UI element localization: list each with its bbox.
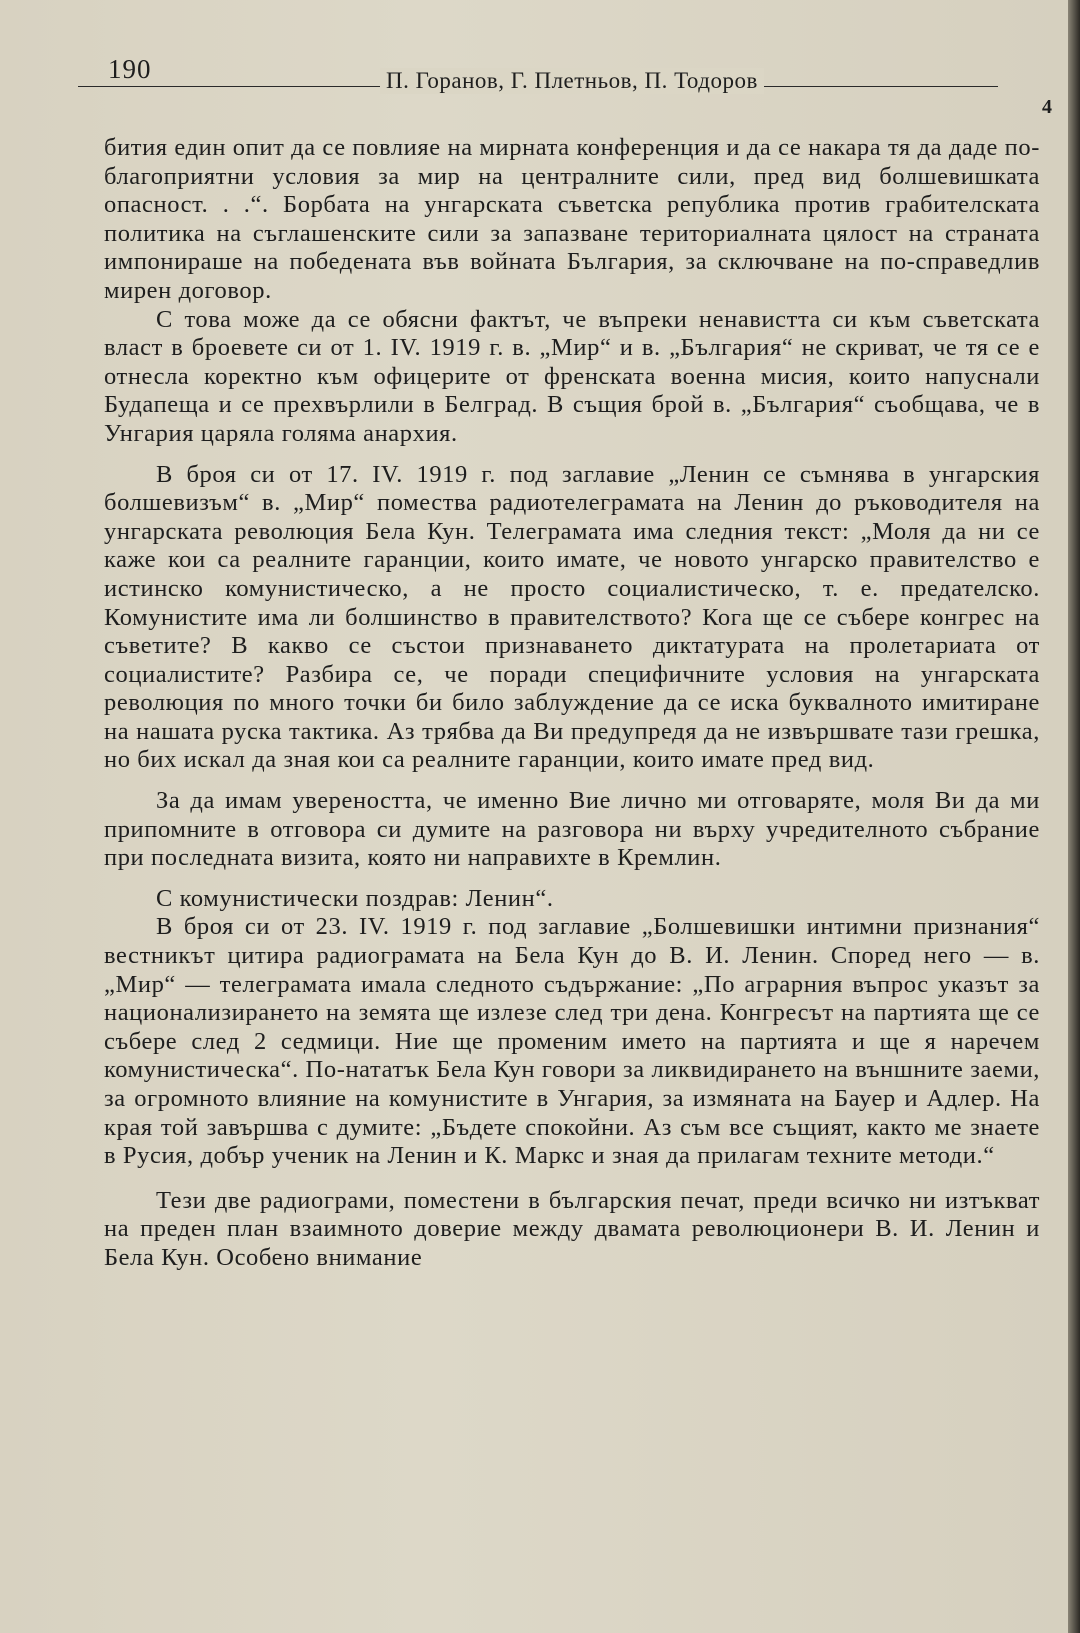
running-head: П. Горанов, Г. Плетньов, П. Тодоров	[380, 68, 764, 94]
paragraph: В броя си от 23. IV. 1919 г. под заглавие „Болшевишки интимни признания“ вестникът цитира радиограмата на Бела Кун до В. И. Ленин. Според него — в. „Мир“ — телеграмата имала следното съдържание: „По аграрния въпрос указът за национализирането на земята ще излезе след три дена. Конгресът на партията ще се събере след 2 седмици. Ние ще променим името на партията и ще я наречем комунистическа“. По-нататък Бела Кун говори за ликвидирането на външните заеми, за огромното влияние на комунистите в Унгария, за измяната на Бауер и Адлер. На края той завършва с думите: „Бъдете спокойни. Аз съм все същият, както ме знаете в Русия, добър ученик на Ленин и К. Маркс и зная да прилагам техните методи.“	[104, 913, 1040, 1170]
page-header	[78, 54, 1048, 114]
book-spine-edge	[1068, 0, 1080, 1633]
paragraph: В броя си от 17. IV. 1919 г. под заглавие „Ленин се съмнява в унгарския болшевизъм“ в. „Мир“ помества радиотелеграмата на Ленин до ръководителя на унгарската революция Бела Кун. Телеграмата има следния текст: „Моля да ни се каже кои са реалните гаранции, които имате, че новото унгарско правителство е истинско комунистическо, а не просто социалистическо, т. е. предателско. Комунистите има ли болшинство в правителството? Кога ще се събере конгрес на съветите? В какво се състои признаването диктатурата на пролетариата от социалистите? Разбира се, че поради специфичните условия на унгарската революция по много точки би било заблуждение да се иска буквалното имитиране на нашата руска тактика. Аз трябва да Ви предупредя да не извършвате тази грешка, но бих искал да зная кои са реалните гаранции, които имате пред вид.	[104, 460, 1040, 774]
body-text	[104, 134, 1040, 1273]
paragraph: За да имам увереността, че именно Вие лично ми отговаряте, моля Ви да ми припомните в отговора си думите на разговора ни върху учредителното събрание при последната визита, която ни направихте в Кремлин.	[104, 787, 1040, 872]
page-number: 190	[108, 54, 152, 84]
paragraph: С това може да се обясни фактът, че въпреки ненавистта си към съветската власт в броевете си от 1. IV. 1919 г. в. „Мир“ и в. „България“ не скриват, че тя се е отнесла коректно към офицерите от френската военна мисия, които напуснали Будапеща и се прехвърлили в Белград. В същия брой в. „България“ съобщава, че в Унгария царяла голяма анархия.	[104, 305, 1040, 447]
paragraph: бития един опит да се повлияе на мирната конференция и да се накара тя да даде по-благоприятни условия за мир на централните сили, пред вид болшевишката опасност. . .“. Борбата на унгарската съветска република против грабителската политика на съглашенските сили за запазване териториалната цялост на страната импонираше на победената във войната България, за сключване на по-справедлив мирен договор.	[104, 134, 1040, 304]
paragraph: Тези две радиограми, поместени в българския печат, преди всичко ни изтъкват на преден план взаимното доверие между двамата революционери В. И. Ленин и Бела Кун. Особено внимание	[104, 1186, 1040, 1271]
signature-line: С комунистически поздрав: Ленин“.	[156, 884, 554, 912]
margin-mark: 4	[1042, 96, 1052, 118]
